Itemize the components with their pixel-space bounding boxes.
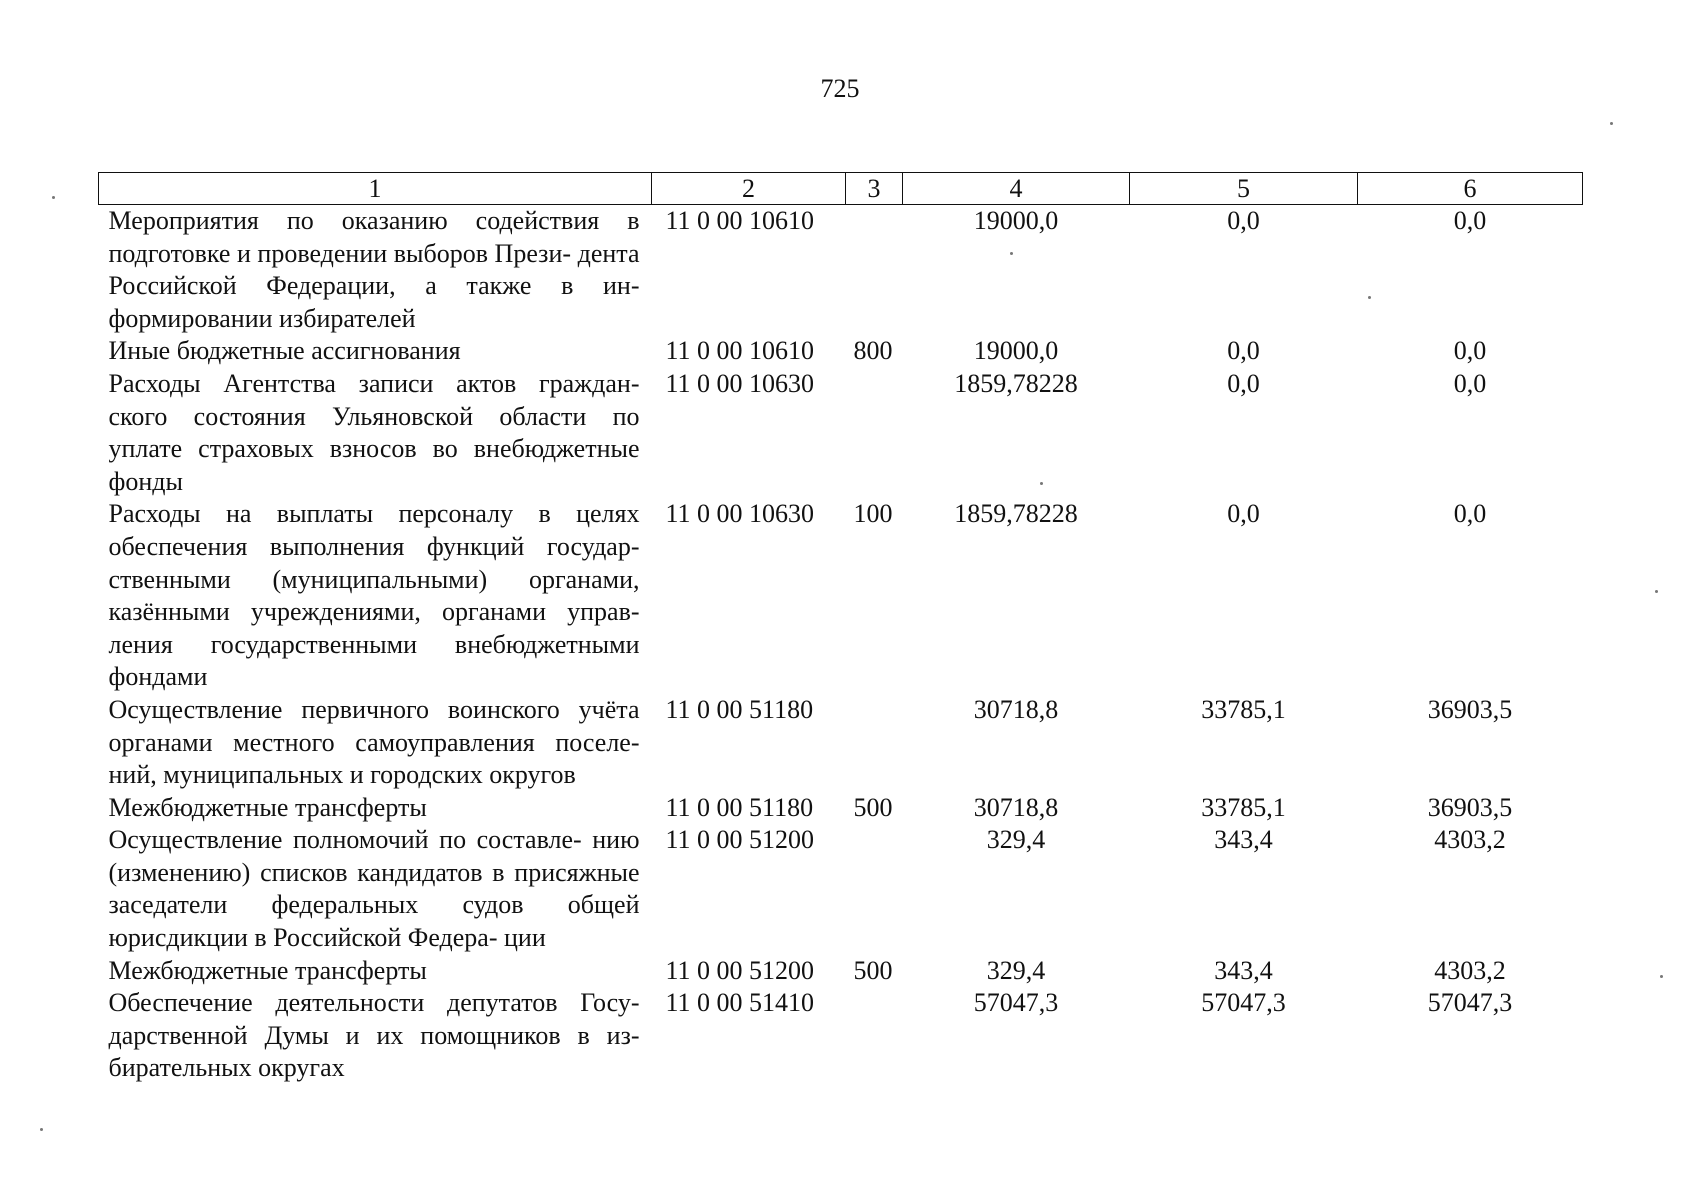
row-name-line: дента Российской Федерации, а также в ин- — [108, 238, 640, 301]
table-row — [99, 987, 1583, 1085]
row-value-col6: 0,0 — [1453, 206, 1487, 235]
header-col-6: 6 — [1358, 173, 1583, 205]
row-value-col4: 19000,0 — [973, 336, 1059, 366]
row-value-col6: 0,0 — [1453, 336, 1487, 366]
row-name-cell — [99, 955, 652, 988]
header-col-4: 4 — [903, 173, 1130, 205]
row-value-col6: 57047,3 — [1427, 988, 1513, 1018]
row-value-col6: 4303,2 — [1434, 825, 1506, 855]
row-value-col4: 329,4 — [986, 955, 1046, 985]
row-expense-type-cell: 500 — [853, 792, 893, 822]
table-row — [99, 498, 1583, 694]
scan-speck — [1610, 122, 1613, 125]
row-value-col4: 1859,78228 — [954, 499, 1078, 529]
row-name-line: присяжные заседатели федеральных судов — [108, 857, 640, 920]
row-name-line: формировании избирателей — [108, 303, 416, 333]
table-header — [99, 173, 1583, 205]
row-expense-type-cell: 500 — [853, 955, 893, 985]
table-row — [99, 955, 1583, 988]
row-name-cell — [99, 987, 652, 1085]
row-expense-type-cell — [846, 987, 903, 1085]
row-code-cell: 11 0 00 51410 — [665, 988, 815, 1018]
row-code-cell: 11 0 00 51180 — [665, 694, 814, 724]
row-name-line: ний, муниципальных и городских округов — [108, 760, 576, 790]
row-value-col5: 343,4 — [1214, 825, 1273, 855]
row-name-line: казёнными учреждениями, органами управ- — [108, 597, 640, 627]
row-expense-type-cell — [846, 694, 903, 792]
row-value-col6: 4303,2 — [1434, 955, 1506, 985]
row-value-col4: 57047,3 — [973, 988, 1059, 1018]
row-value-col4: 19000,0 — [973, 206, 1059, 235]
row-name-line: Осуществление полномочий по составле- — [108, 825, 582, 855]
row-code-cell: 11 0 00 10610 — [665, 206, 815, 235]
row-name-line: фонды — [108, 466, 183, 496]
row-name-line: Расходы Агентства записи актов граждан- — [108, 368, 640, 398]
row-name-cell — [99, 335, 652, 368]
row-code-cell: 11 0 00 51180 — [665, 792, 814, 822]
row-name-line: Межбюджетные трансферты — [108, 955, 427, 985]
row-expense-type-cell — [846, 205, 903, 336]
header-col-2: 2 — [652, 173, 846, 205]
scan-speck — [1368, 296, 1371, 299]
row-name-cell — [99, 498, 652, 694]
row-name-line: уплате страховых взносов во внебюджетные — [108, 434, 640, 464]
row-name-cell — [99, 368, 652, 498]
row-value-col5: 33785,1 — [1201, 694, 1286, 724]
row-code-cell: 11 0 00 51200 — [665, 825, 815, 855]
header-col-3: 3 — [846, 173, 903, 205]
table-row — [99, 368, 1583, 498]
row-expense-type-cell — [846, 368, 903, 498]
row-name-line: Осуществление первичного воинского учёта — [108, 694, 640, 724]
row-name-line: дарственной Думы и их помощников в из- — [108, 1020, 640, 1050]
header-col-1: 1 — [99, 173, 652, 205]
row-name-line: органами местного самоуправления поселе- — [108, 727, 640, 757]
row-code-cell: 11 0 00 51200 — [665, 955, 815, 985]
row-name-cell — [99, 694, 652, 792]
row-expense-type-cell — [846, 824, 903, 954]
row-value-col6: 36903,5 — [1427, 792, 1513, 822]
row-value-col5: 0,0 — [1227, 206, 1260, 235]
header-col-5: 5 — [1130, 173, 1358, 205]
row-code-cell: 11 0 00 10630 — [665, 368, 815, 398]
row-name-line: бирательных округах — [108, 1053, 345, 1083]
scan-speck — [40, 1128, 43, 1131]
header-row — [99, 173, 1583, 205]
row-name-line: фондами — [108, 662, 208, 692]
table-row — [99, 792, 1583, 825]
row-value-col4: 329,4 — [986, 825, 1046, 855]
row-value-col5: 33785,1 — [1201, 792, 1286, 822]
row-value-col4: 1859,78228 — [954, 368, 1078, 398]
row-code-cell: 11 0 00 10610 — [665, 336, 815, 366]
row-value-col5: 0,0 — [1227, 336, 1260, 366]
row-name-line: Мероприятия по оказанию содействия в — [108, 206, 640, 235]
scan-speck — [1660, 975, 1663, 978]
table-row — [99, 694, 1583, 792]
row-value-col6: 0,0 — [1453, 368, 1487, 398]
row-code-cell: 11 0 00 10630 — [665, 499, 815, 529]
row-name-line: ления государственными внебюджетными — [108, 629, 640, 659]
scan-speck — [1010, 252, 1013, 255]
table-row — [99, 824, 1583, 954]
row-value-col5: 0,0 — [1227, 499, 1260, 529]
table-row — [99, 335, 1583, 368]
scan-speck — [1040, 482, 1043, 485]
table-row — [99, 205, 1583, 336]
row-value-col4: 30718,8 — [973, 694, 1059, 724]
row-value-col5: 0,0 — [1227, 368, 1260, 398]
row-value-col5: 57047,3 — [1201, 988, 1286, 1018]
row-name-line: общей юрисдикции в Российской Федера- — [108, 890, 640, 953]
budget-table — [98, 172, 1583, 1085]
row-value-col6: 36903,5 — [1427, 694, 1513, 724]
row-value-col5: 343,4 — [1214, 955, 1273, 985]
page-number: 725 — [820, 74, 860, 103]
row-name-cell — [99, 824, 652, 954]
row-name-line: Обеспечение деятельности депутатов Госу- — [108, 988, 640, 1018]
scan-speck — [52, 196, 55, 199]
row-name-line: ственными (муниципальными) органами, — [108, 564, 640, 594]
row-expense-type-cell: 800 — [853, 336, 893, 366]
row-name-line: обеспечения выполнения функций государ- — [108, 531, 640, 561]
row-name-line: нию (изменению) списков кандидатов в — [108, 825, 640, 887]
row-name-line: ции — [504, 923, 546, 953]
row-name-line: Межбюджетные трансферты — [108, 792, 427, 822]
row-name-cell — [99, 205, 652, 336]
scan-speck — [1655, 590, 1658, 593]
table-body — [99, 205, 1583, 1086]
row-name-line: Иные бюджетные ассигнования — [108, 336, 461, 366]
row-name-line: ского состояния Ульяновской области по — [108, 401, 640, 431]
row-value-col4: 30718,8 — [973, 792, 1059, 822]
row-expense-type-cell: 100 — [853, 499, 893, 529]
row-name-line: Расходы на выплаты персоналу в целях — [108, 499, 640, 529]
row-name-cell — [99, 792, 652, 825]
row-value-col6: 0,0 — [1453, 499, 1487, 529]
row-name-line: подготовке и проведении выборов Прези- — [108, 238, 572, 268]
